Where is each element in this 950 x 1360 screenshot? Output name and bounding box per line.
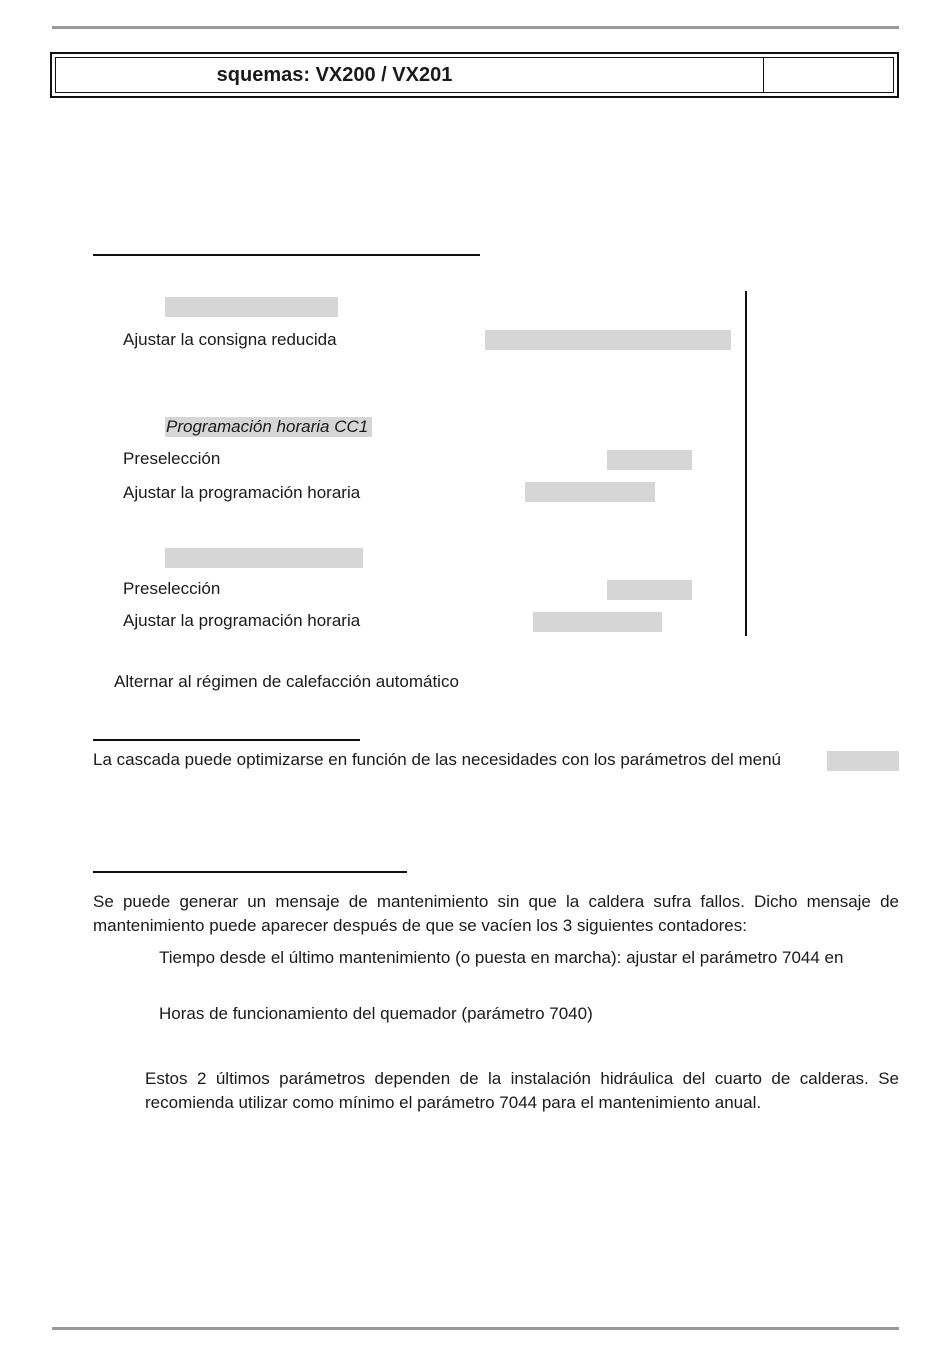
header-empty-cell: [764, 58, 893, 92]
section1-side-rule: [745, 291, 747, 636]
note-line-1: Estos 2 últimos parámetros dependen de la instalación hidráulica del cuarto de calderas. Se: [145, 1069, 899, 1088]
cascade-text: La cascada puede optimizarse en función de las necesidades con los parámetros del menú: [93, 750, 781, 769]
switch-auto-label: Alternar al régimen de calefacción automático: [114, 672, 459, 691]
bottom-rule: [52, 1327, 899, 1330]
redacted-block: [827, 751, 899, 771]
header-box: [50, 52, 899, 98]
preselection-label-1: Preselección: [123, 449, 221, 468]
section3-heading-rule: [93, 871, 407, 873]
header-inner: [55, 57, 894, 93]
intro-line-2: mantenimiento puede aparecer después de que se vacíen los 3 siguientes contadores:: [93, 916, 747, 935]
maintenance-note: [145, 1067, 899, 1115]
preselection-label-2: Preselección: [123, 579, 221, 598]
page-title: squemas: VX200 / VX201: [56, 58, 764, 92]
redacted-block: [533, 612, 662, 632]
maintenance-intro: [93, 890, 899, 938]
note-line-2: recomienda utilizar como mínimo el parámetro 7044 para el mantenimiento anual.: [145, 1093, 762, 1112]
redacted-block: [607, 450, 692, 470]
redacted-block: [607, 580, 692, 600]
section1-heading-rule: [93, 254, 480, 256]
top-rule: [52, 26, 899, 29]
maintenance-item-1: Tiempo desde el último mantenimiento (o puesta en marcha): ajustar el parámetro 7044 en: [159, 948, 844, 967]
section2-heading-rule: [93, 739, 360, 741]
adjust-schedule-label-2: Ajustar la programación horaria: [123, 611, 361, 630]
redacted-block: [485, 330, 731, 350]
redacted-block: [165, 297, 338, 317]
redacted-block: [165, 548, 363, 568]
intro-line-1: Se puede generar un mensaje de mantenimiento sin que la caldera sufra fallos. Dicho mensaje de: [93, 892, 899, 911]
schedule-heading: Programación horaria CC1: [165, 417, 372, 437]
maintenance-item-2: Horas de funcionamiento del quemador (parámetro 7040): [159, 1004, 593, 1023]
reduced-setpoint-label: Ajustar la consigna reducida: [123, 330, 337, 349]
redacted-block: [525, 482, 655, 502]
adjust-schedule-label-1: Ajustar la programación horaria: [123, 483, 361, 502]
